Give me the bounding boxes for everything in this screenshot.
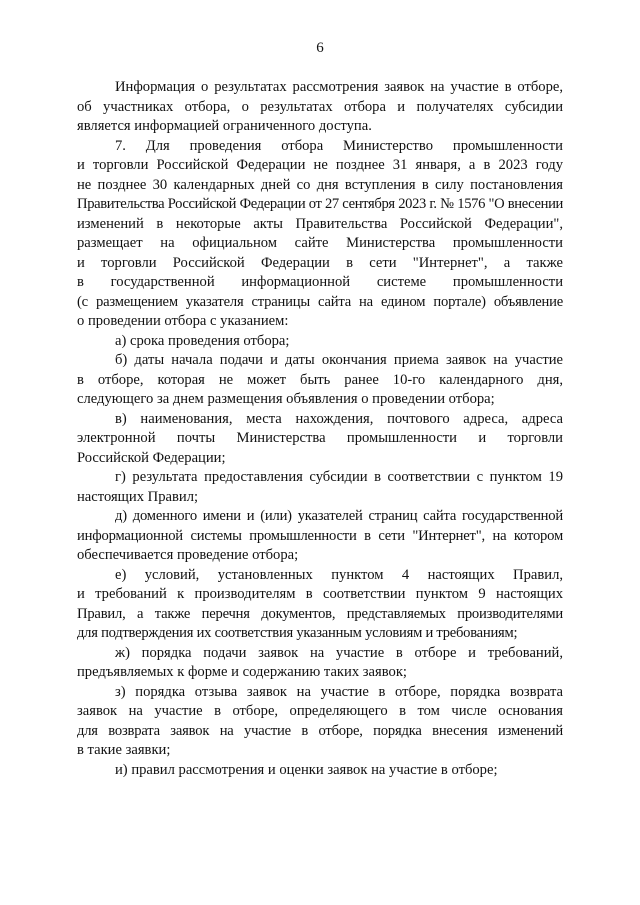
list-item-a bbox=[77, 332, 563, 352]
text-line: предъявляемых к форме и содержанию таких заявок; bbox=[77, 664, 407, 680]
text-line: д) доменного имени и (или) указателей страниц сайта государственной bbox=[115, 508, 563, 524]
page-number: 6 bbox=[316, 40, 324, 56]
paragraph-clause-7 bbox=[77, 137, 563, 332]
list-item-g bbox=[77, 468, 563, 507]
list-item-e bbox=[77, 566, 563, 644]
text-line: Российской Федерации; bbox=[77, 449, 226, 466]
text-line: и торговли Российской Федерации в сети "Интернет", а также bbox=[77, 254, 563, 271]
text-line: в такие заявки; bbox=[77, 742, 171, 758]
text-line: об участниках отбора, о результатах отбора и получателях субсидии bbox=[77, 98, 563, 115]
list-item-zh bbox=[77, 644, 563, 683]
text-line: и) правил рассмотрения и оценки заявок на участие в отборе; bbox=[115, 761, 498, 778]
text-line: для возврата заявок на участие в отборе, порядка внесения изменений bbox=[77, 722, 563, 739]
text-line: Правительства Российской Федерации от 27 сентября 2023 г. № 1576 "О внесении bbox=[77, 196, 563, 212]
list-item-z bbox=[77, 683, 563, 761]
text-line: размещает на официальном сайте Министерства промышленности bbox=[77, 235, 563, 251]
text-line: для подтверждения их соответствия указанным условиям и требованиям; bbox=[77, 625, 518, 641]
text-line: заявок на участие в отборе, определяющего в том числе основания bbox=[77, 703, 563, 719]
text-line: г) результата предоставления субсидии в соответствии с пунктом 19 bbox=[115, 469, 563, 485]
text-line: информационной системы промышленности в сети "Интернет", на котором bbox=[77, 527, 563, 544]
text-line: настоящих Правил; bbox=[77, 488, 199, 505]
paragraph-restricted-info bbox=[77, 78, 563, 137]
text-line: обеспечивается проведение отбора; bbox=[77, 547, 299, 563]
list-item-d bbox=[77, 507, 563, 566]
text-line: электронной почты Министерства промышленности и торговли bbox=[77, 430, 563, 446]
text-line: (с размещением указателя страницы сайта на едином портале) объявление bbox=[77, 293, 563, 310]
text-line: 7. Для проведения отбора Министерство промышленности bbox=[115, 137, 563, 154]
text-line: ж) порядка подачи заявок на участие в отборе и требований, bbox=[115, 644, 563, 661]
text-line: является информацией ограниченного доступа. bbox=[77, 118, 372, 134]
text-line: следующего за днем размещения объявления о проведении отбора; bbox=[77, 391, 495, 407]
document-body bbox=[77, 78, 563, 780]
text-line: Правил, а также перечня документов, представляемых производителями bbox=[77, 605, 563, 622]
text-line: в государственной информационной системе промышленности bbox=[77, 274, 563, 290]
text-line: б) даты начала подачи и даты окончания приема заявок на участие bbox=[115, 352, 563, 368]
list-item-v bbox=[77, 410, 563, 469]
list-item-i bbox=[77, 761, 563, 781]
text-line: изменений в некоторые акты Правительства Российской Федерации", bbox=[77, 215, 563, 232]
text-line: в отборе, которая не может быть ранее 10-го календарного дня, bbox=[77, 371, 563, 388]
text-line: не позднее 30 календарных дней со дня вступления в силу постановления bbox=[77, 176, 563, 193]
text-line: з) порядка отзыва заявок на участие в отборе, порядка возврата bbox=[115, 683, 563, 700]
text-line: Информация о результатах рассмотрения заявок на участие в отборе, bbox=[115, 79, 563, 95]
text-line: и требований к производителям в соответствии пунктом 9 настоящих bbox=[77, 586, 563, 602]
list-item-b bbox=[77, 351, 563, 410]
text-line: е) условий, установленных пунктом 4 настоящих Правил, bbox=[115, 566, 563, 583]
text-line: и торговли Российской Федерации не позднее 31 января, а в 2023 году bbox=[77, 157, 563, 173]
text-line: в) наименования, места нахождения, почтового адреса, адреса bbox=[115, 410, 563, 427]
text-line: а) срока проведения отбора; bbox=[115, 332, 290, 349]
text-line: о проведении отбора с указанием: bbox=[77, 313, 289, 329]
